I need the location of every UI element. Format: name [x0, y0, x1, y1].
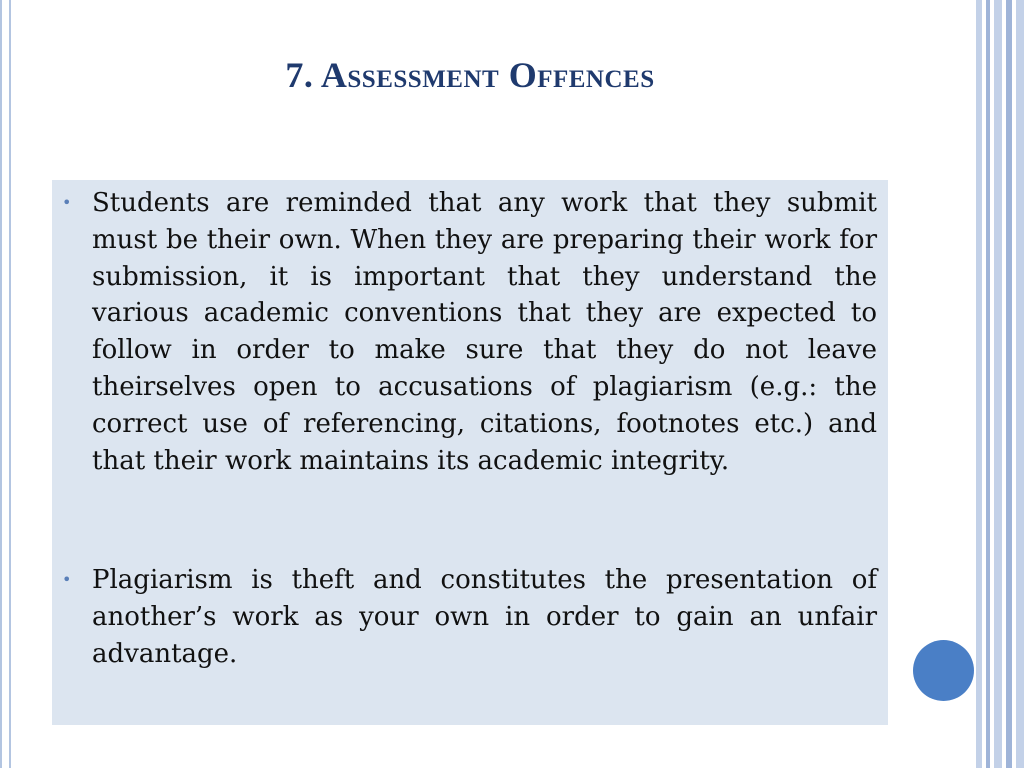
content-box — [52, 180, 888, 725]
decorative-circle — [913, 640, 974, 701]
bullet-icon: • — [62, 193, 72, 212]
bullet-item — [62, 562, 877, 672]
slide-title: 7. Assessment Offences — [285, 55, 655, 95]
bullet-item — [62, 185, 877, 479]
bullet-text: Students are reminded that any work that they submit must be their own. When they are preparing their work for submission, it is important that they understand the various academic conventions that they are expected to follow in order to make sure that they do not leave theirselves open to accusations of plagiarism (e.g.: the correct use of referencing, citations, footnotes etc.) and that their work maintains its academic integrity. — [92, 188, 877, 476]
bullet-icon: • — [62, 570, 72, 589]
right-decorative-stripes — [976, 0, 1024, 768]
left-border-line-inner — [9, 0, 11, 768]
left-border-line — [0, 0, 2, 768]
bullet-text: Plagiarism is theft and constitutes the presentation of another’s work as your own in order to gain an unfair advantage. — [92, 565, 877, 669]
